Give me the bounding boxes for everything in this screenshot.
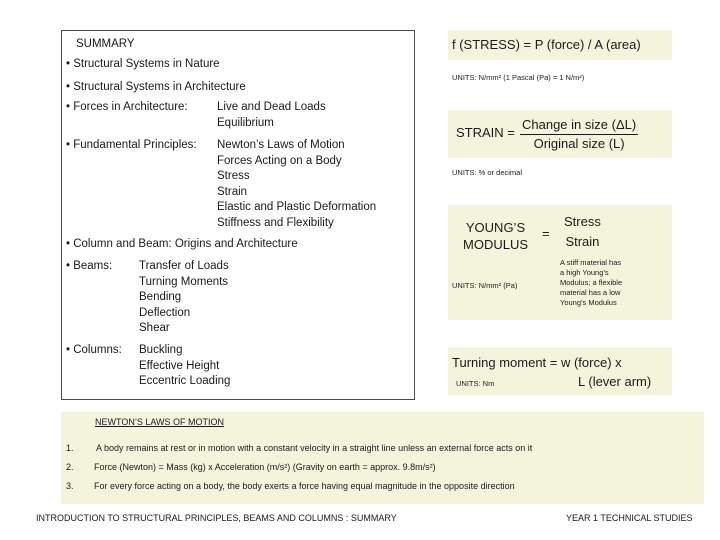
- youngs-numerator: Stress: [564, 214, 601, 229]
- strain-units: UNITS: % or decimal: [452, 168, 523, 177]
- beams-item: Transfer of Loads: [139, 260, 229, 272]
- law-number: 2.: [66, 462, 74, 472]
- beams-item: Bending: [139, 291, 182, 303]
- principles-items: [217, 138, 376, 231]
- youngs-note-line: Modulus; a flexible: [560, 278, 623, 287]
- youngs-label-line: YOUNG’S: [465, 220, 526, 235]
- youngs-fraction: [562, 214, 603, 250]
- strain-label: STRAIN =: [456, 125, 515, 140]
- principles-item: Forces Acting on a Body: [217, 154, 342, 167]
- youngs-note: [560, 258, 622, 308]
- law-number: 1.: [66, 443, 74, 453]
- bullet-forces-label: • Forces in Architecture:: [66, 101, 188, 113]
- youngs-equals: =: [542, 226, 550, 241]
- law-text: Force (Newton) = Mass (kg) x Acceleration (m/s²) (Gravity on earth = approx. 9.8m/s²): [94, 462, 436, 472]
- youngs-note-line: a high Young’s: [560, 268, 609, 277]
- principles-item: Elastic and Plastic Deformation: [217, 201, 377, 213]
- strain-numerator: Change in size (ΔL): [520, 117, 638, 135]
- principles-item: Stress: [217, 170, 250, 182]
- summary-title: SUMMARY: [76, 38, 135, 50]
- forces-items: [217, 100, 326, 131]
- footer-right: YEAR 1 TECHNICAL STUDIES: [566, 513, 693, 523]
- strain-fraction: [520, 117, 638, 152]
- youngs-denominator: Strain: [565, 234, 600, 249]
- forces-item: Live and Dead Loads: [217, 101, 326, 113]
- law-number: 3.: [66, 481, 74, 491]
- stress-units: UNITS: N/mm² (1 Pascal (Pa) = 1 N/m²): [452, 73, 585, 82]
- turning-units: UNITS: Nm: [456, 379, 495, 388]
- youngs-note-line: A stiff material has: [560, 258, 622, 267]
- bullet-architecture: • Structural Systems in Architecture: [66, 81, 246, 93]
- stress-formula: f (STRESS) = P (force) / A (area): [452, 37, 641, 52]
- bullet-principles-label: • Fundamental Principles:: [66, 139, 197, 151]
- youngs-label-line: MODULUS: [463, 237, 529, 252]
- law-text: A body remains at rest or in motion with a constant velocity in a straight line unless an external force acts on it: [96, 443, 533, 453]
- beams-item: Turning Moments: [139, 275, 229, 288]
- law-text: For every force acting on a body, the body exerts a force having equal magnitude in the opposite direction: [94, 481, 515, 491]
- columns-item: Eccentric Loading: [139, 375, 231, 387]
- youngs-label: [463, 219, 528, 253]
- newton-heading: NEWTON’S LAWS OF MOTION: [95, 417, 225, 427]
- turning-line2: L (lever arm): [578, 374, 652, 389]
- principles-item: Stiffness and Flexibility: [217, 216, 334, 229]
- forces-item: Equilibrium: [217, 116, 274, 129]
- bullet-nature: • Structural Systems in Nature: [66, 58, 220, 70]
- columns-item: Buckling: [139, 344, 183, 356]
- beams-item: Shear: [139, 322, 170, 334]
- youngs-note-line: material has a low: [560, 288, 621, 297]
- beams-item: Deflection: [139, 306, 191, 319]
- youngs-units: UNITS: N/mm² (Pa): [452, 281, 518, 290]
- bullet-column-beam: • Column and Beam: Origins and Architecture: [66, 238, 298, 250]
- beams-items: [139, 259, 229, 337]
- columns-items: [139, 343, 230, 390]
- principles-item: Newton’s Laws of Motion: [217, 139, 345, 151]
- columns-item: Effective Height: [139, 359, 220, 372]
- strain-denominator: Original size (L): [533, 136, 625, 151]
- bullet-beams-label: • Beams:: [66, 260, 113, 272]
- turning-line1: Turning moment = w (force) x: [452, 355, 622, 370]
- footer-left: INTRODUCTION TO STRUCTURAL PRINCIPLES, BEAMS AND COLUMNS : SUMMARY: [36, 513, 397, 523]
- bullet-columns-label: • Columns:: [66, 344, 122, 356]
- principles-item: Strain: [217, 185, 248, 198]
- youngs-note-line: Young’s Modulus: [560, 298, 617, 307]
